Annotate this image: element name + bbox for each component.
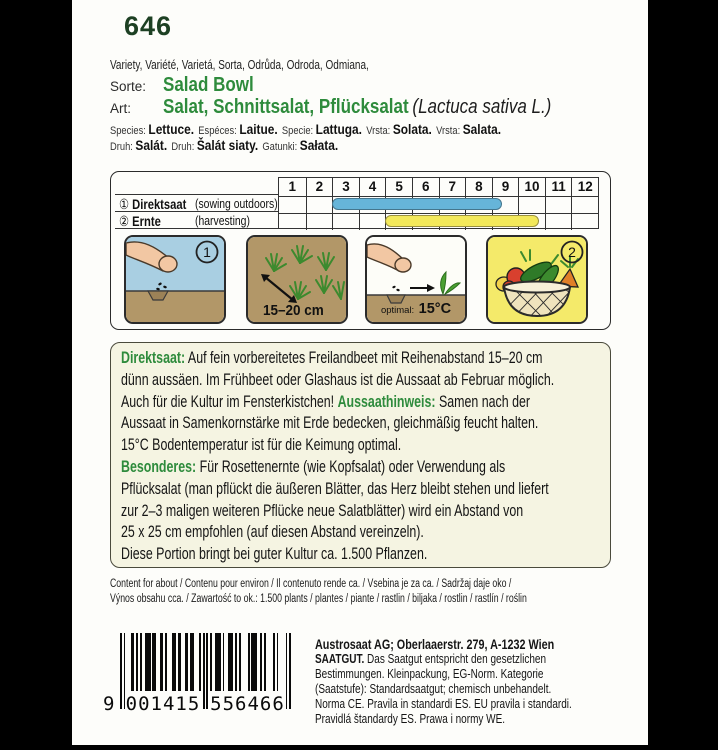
barcode-bar: [154, 633, 156, 691]
species-value: Laitue.: [239, 121, 278, 137]
month-header-cell: 10: [518, 178, 545, 196]
variety-languages-line: [110, 58, 434, 72]
catalog-number: 646: [124, 11, 173, 41]
species-value: Salát.: [135, 137, 168, 153]
calendar-row-label-sowing: [119, 196, 279, 212]
row2-name: Ernte: [132, 212, 161, 229]
info-keyword: Aussaathinweis:: [337, 391, 436, 411]
species-label: Species:: [110, 125, 146, 137]
info-text: Aussaat in Samenkornstärke mit Erde bedecken, gleichmäßig feucht halten.: [121, 413, 539, 433]
row2-number: ②: [119, 212, 130, 229]
month-header-cell: 4: [359, 178, 386, 196]
info-text: dünn aussäen. Im Frühbeet oder Glashaus ist die Aussaat ab Februar möglich.: [121, 369, 555, 389]
info-text: Auch für die Kultur im Fensterkistchen!: [121, 391, 338, 411]
info-text-line: [121, 412, 539, 434]
info-text-line: [121, 543, 478, 565]
sowing-illustration: [126, 237, 224, 322]
sowing-period-bar: [332, 198, 502, 210]
info-text-line: [121, 391, 531, 413]
barcode-bar: [199, 633, 201, 691]
species-value: Sałata.: [299, 137, 339, 153]
barcode-lead-digit: 9: [103, 693, 115, 715]
info-text: Pflücksalat (man pflückt die äußeren Blätter, das Herz bleibt stehen und liefert: [121, 478, 549, 498]
sorte-row: [110, 74, 270, 97]
hand-fist: [395, 258, 411, 272]
month-header-cell: 1: [288, 179, 297, 194]
barcode-bar: [223, 633, 225, 691]
info-text-line: [121, 434, 478, 456]
month-header-cell: 6: [412, 178, 439, 196]
row1-number: ①: [119, 195, 130, 212]
optimal-label: optimal:: [380, 305, 415, 316]
barcode-bar: [161, 633, 163, 691]
species-value: Lettuce.: [148, 121, 195, 137]
barcode-bar: [149, 633, 151, 691]
barcode-bar: [273, 633, 275, 691]
species-value: Solata.: [392, 121, 432, 137]
barcode-bar: [248, 633, 250, 691]
legal-line-2: SAATGUT. Das Saatgut entspricht den gesetzlichen: [315, 652, 547, 666]
variety-name: Salad Bowl: [163, 74, 254, 96]
month-header-cell: 3: [332, 178, 359, 196]
hand-fist: [159, 256, 177, 272]
pictogram-temperature: [365, 235, 467, 324]
barcode-bar: [165, 633, 167, 691]
month-header-cell: 5: [385, 178, 412, 196]
info-keyword: Besonderes:: [121, 456, 197, 476]
legal-line-6: Pravidlá štandardy ES. Prawa i normy WE.: [315, 712, 506, 726]
cultivation-info-box: [110, 342, 611, 568]
temperature-caption: [367, 300, 465, 318]
barcode-bar: [264, 633, 266, 691]
species-value: Šalát siaty.: [196, 137, 259, 153]
info-text: Für Rosettenernte (wie Kopfsalat) oder Verwendung als: [196, 456, 506, 476]
harvest-illustration: [488, 237, 586, 322]
info-text: Samen nach der: [435, 391, 531, 411]
barcode-bar: [289, 633, 291, 709]
calendar-cell: [518, 196, 545, 213]
barcode-bar: [260, 633, 262, 691]
month-header-cell: 8: [465, 178, 492, 196]
barcode-bar: [235, 633, 237, 691]
calendar-row-label-harvest: [119, 213, 279, 229]
species-name-de: Salat, Schnittsalat, Pflücksalat: [163, 96, 409, 118]
ean-barcode: [103, 633, 291, 717]
barcode-bar: [179, 633, 181, 691]
barcode-bar: [206, 633, 208, 709]
info-text-line: [121, 347, 543, 369]
barcode-bar: [187, 633, 189, 691]
info-text: 15°C Bodentemperatur ist für die Keimung optimal.: [121, 435, 402, 455]
calendar-cell: [571, 213, 598, 230]
info-text-line: [121, 500, 524, 522]
barcode-bar: [120, 633, 122, 709]
species-label: Druh:: [171, 141, 195, 153]
row2-paren: (harvesting): [195, 212, 250, 228]
producer-address-block: [315, 637, 615, 727]
species-value: Lattuga.: [315, 121, 362, 137]
month-header-cell: 7: [439, 178, 466, 196]
pictogram-spacing: [246, 235, 348, 324]
month-header-cell: 9: [492, 178, 519, 196]
calendar-cell: [306, 196, 333, 213]
producer-name-address: Austrosaat AG; Oberlaaerstr. 279, A-1232 Wien: [315, 637, 555, 652]
barcode-bar: [255, 633, 257, 691]
species-line-2: [110, 137, 383, 155]
info-text-line: [121, 521, 478, 543]
barcode-bar: [219, 633, 221, 691]
info-text-line: [121, 456, 506, 478]
calendar-cell: [545, 213, 572, 230]
species-label: Druh:: [110, 141, 133, 153]
barcode-bar: [140, 633, 142, 691]
calendar-cell: [571, 196, 598, 213]
calendar-cell: [359, 213, 386, 230]
month-header-cell: 12: [571, 178, 598, 196]
calendar-cell: [332, 213, 359, 230]
barcode-bar: [174, 633, 176, 691]
species-label: Vrsta:: [436, 125, 461, 137]
barcode-bar: [192, 633, 194, 691]
info-text: Auf fein vorbereitetes Freilandbeet mit Reihenabstand 15–20 cm: [185, 348, 543, 367]
barcode-bar: [203, 633, 205, 709]
calendar-cell: [279, 213, 306, 230]
barcode-bar: [232, 633, 234, 691]
species-label: Vrsta:: [366, 125, 391, 137]
temperature-value: 15°C: [418, 301, 452, 317]
row1-paren: (sowing outdoors): [195, 195, 278, 211]
legal-line-4: (Saatstufe): Standardsaatgut; chemisch unbehandelt.: [315, 682, 552, 696]
info-text-line: [121, 478, 549, 500]
packet-card: [72, 0, 648, 745]
info-text: Diese Portion bringt bei guter Kultur ca. 1.500 Pflanzen.: [121, 544, 428, 564]
badge-1-number: 1: [203, 244, 211, 260]
info-text: zur 2–3 maligen weiteren Pflücke neue Salatblätter) wird ein Abstand von: [121, 500, 524, 520]
month-header-cell: 2: [306, 178, 333, 196]
info-keyword: Direktsaat:: [121, 348, 186, 367]
content-quantity-line-1: Content for about / Contenu pour environ / Il contenuto rende ca. / Vsebina je za ca. / Sadržaj daje oko /: [110, 578, 512, 590]
calendar-cell: [306, 213, 333, 230]
pictogram-harvest: [486, 235, 588, 324]
sowing-calendar-box: [110, 171, 611, 330]
latin-name: (Lactuca sativa L.): [412, 96, 552, 118]
barcode-bar: [136, 633, 138, 691]
legal-line-3: Bestimmungen. Kleinpackung, EG-Norm. Kategorie: [315, 667, 544, 681]
species-value: Salata.: [462, 121, 502, 137]
barcode-bar: [210, 633, 212, 691]
barcode-digits-right: 556466: [210, 693, 285, 715]
variety-languages-text: Variety, Variété, Varietá, Sorta, Odrůda, Odroda, Odmiana,: [110, 58, 369, 72]
art-row: [110, 96, 620, 119]
art-label: Art:: [110, 101, 132, 116]
barcode-digits-left: 001415: [125, 693, 201, 715]
spacing-caption: 15–20 cm: [263, 302, 325, 319]
sorte-label: Sorte:: [110, 79, 147, 94]
calendar-cell: [545, 196, 572, 213]
month-header-cell: 11: [545, 178, 572, 196]
info-text: 25 x 25 cm empfohlen (auf diesen Abstand vereinzeln).: [121, 522, 424, 542]
content-quantity-line-2: Výnos obsahu cca. / Zawartość to ok.: 1.500 plants / plantes / piante / rastlin / biljaka / rostlin / rastlín / roślin: [110, 593, 527, 605]
badge-2-number: 2: [568, 244, 576, 260]
legal-line-5: Norma CE. Pravila in standardi ES. EU pravila i standardi.: [315, 697, 572, 711]
row1-name: Direktsaat: [132, 195, 187, 212]
barcode-bar: [239, 633, 241, 691]
pictogram-sowing: [124, 235, 226, 324]
harvest-period-bar: [385, 215, 539, 227]
info-text-line: [121, 369, 555, 391]
species-label: Espéces:: [198, 125, 237, 137]
barcode-bar: [133, 633, 135, 691]
species-label: Gatunki:: [262, 141, 298, 153]
species-label: Specie:: [281, 125, 314, 137]
barcode-bar: [277, 633, 279, 691]
